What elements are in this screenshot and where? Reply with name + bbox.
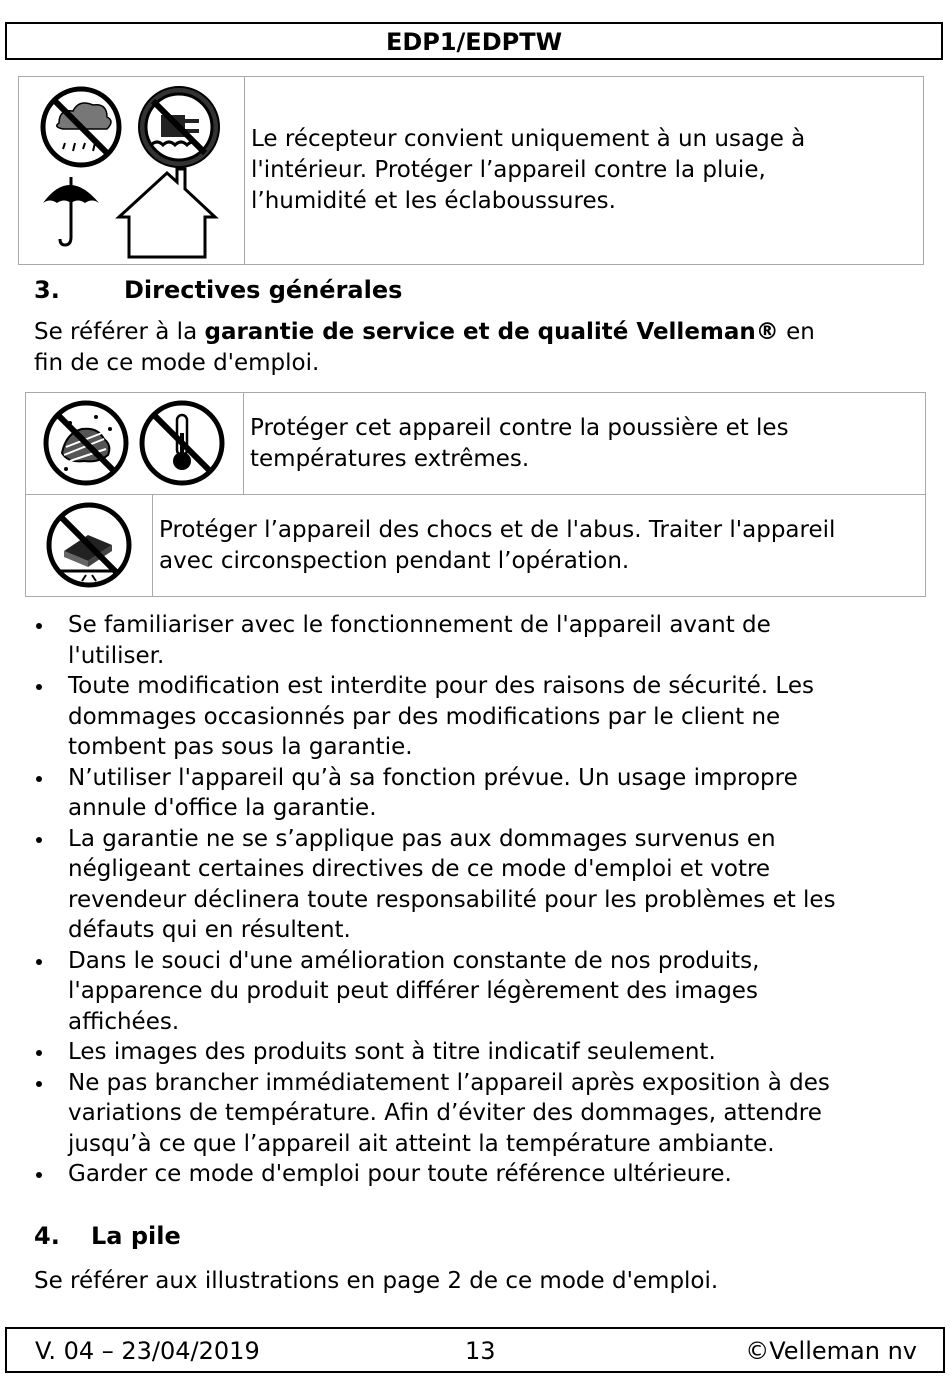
section-number: 4. — [34, 1222, 60, 1250]
icon-cell — [26, 495, 153, 596]
text-line: l'utiliser. — [68, 642, 165, 669]
document-header — [5, 22, 943, 60]
list-item — [34, 824, 924, 946]
table-row-shock — [26, 495, 925, 596]
text-line: affichées. — [68, 1008, 180, 1035]
house-icon — [119, 169, 215, 257]
safety-guidelines-list — [34, 610, 924, 1190]
no-shock-icon — [49, 505, 129, 585]
model-title: EDP1/EDPTW — [385, 28, 563, 56]
text-line: Dans le souci d'une amélioration constante de nos produits, — [68, 947, 760, 974]
indoor-icons — [19, 77, 244, 264]
section-number: 3. — [34, 276, 60, 304]
text-line: négligeant certaines directives de ce mode d'emploi et votre — [68, 856, 771, 882]
section-3-intro — [34, 317, 924, 379]
list-item — [34, 610, 924, 671]
safety-table-general — [25, 392, 926, 597]
dust-temperature-text — [250, 393, 917, 494]
version-date: V. 04 – 23/04/2019 — [35, 1337, 260, 1365]
text-line: avec circonspection pendant l’opération. — [159, 547, 630, 574]
list-item — [34, 1068, 924, 1160]
shock-warning-text — [159, 495, 917, 596]
list-item — [34, 763, 924, 824]
text-line: Toute modification est interdite pour des raisons de sécurité. Les — [68, 673, 814, 699]
row1-icons — [26, 393, 243, 494]
text-line: températures extrêmes. — [250, 445, 530, 472]
text-line: Protéger l’appareil des chocs et de l'abus. Traiter l'appareil — [159, 516, 836, 543]
safety-table-indoor — [18, 76, 924, 265]
text-line: Garder ce mode d'emploi pour toute référence ultérieure. — [68, 1161, 732, 1187]
table-row-dust-temperature — [26, 393, 925, 495]
text-line: jusqu’à ce que l’appareil ait atteint la température ambiante. — [68, 1130, 775, 1157]
section-title: Directives générales — [124, 276, 403, 304]
text-line: l’humidité et les éclaboussures. — [251, 188, 616, 214]
intro-line-2: fin de ce mode d'emploi. — [34, 350, 320, 376]
page-number: 13 — [465, 1337, 496, 1365]
text-line: revendeur déclinera toute responsabilité pour les problèmes et les — [68, 886, 836, 913]
intro-post: en — [778, 319, 815, 345]
document-footer — [5, 1327, 945, 1373]
icon-cell — [19, 77, 245, 264]
row2-icons — [26, 495, 152, 595]
section-4-heading — [34, 1222, 181, 1250]
text-line: La garantie ne se s’applique pas aux dommages survenus en — [68, 825, 776, 852]
text-line: variations de température. Afin d’éviter des dommages, attendre — [68, 1100, 822, 1126]
indoor-warning-text — [251, 77, 915, 264]
text-line: défauts qui en résultent. — [68, 917, 351, 943]
text-line: annule d'office la garantie. — [68, 795, 377, 821]
copyright: ©Velleman nv — [745, 1337, 917, 1365]
no-splash-icon — [139, 87, 219, 167]
text-line: dommages occasionnés par des modifications par le client ne — [68, 703, 781, 730]
list-item — [34, 1037, 924, 1068]
list-item — [34, 671, 924, 763]
icon-cell — [26, 393, 244, 494]
no-rain-icon — [43, 89, 119, 165]
text-line: l'apparence du produit peut différer légèrement des images — [68, 978, 758, 1004]
text-line: Le récepteur convient uniquement à un usage à — [251, 126, 806, 152]
text-line: Les images des produits sont à titre indicatif seulement. — [68, 1039, 716, 1065]
text-line: Se familiariser avec le fonctionnement de l'appareil avant de — [68, 612, 771, 638]
text-line: tombent pas sous la garantie. — [68, 734, 413, 760]
list-item — [34, 946, 924, 1038]
section-title: La pile — [91, 1222, 181, 1250]
section-4-text: Se référer aux illustrations en page 2 de ce mode d'emploi. — [34, 1268, 719, 1294]
no-extreme-temperature-icon — [142, 403, 222, 483]
text-line: Ne pas brancher immédiatement l’appareil après exposition à des — [68, 1069, 830, 1096]
text-line: N’utiliser l'appareil qu’à sa fonction prévue. Un usage impropre — [68, 764, 798, 791]
warranty-reference: garantie de service et de qualité Velleman® — [204, 319, 779, 345]
intro-pre: Se référer à la — [34, 319, 205, 345]
umbrella-icon — [43, 177, 99, 245]
no-dust-icon — [46, 403, 126, 483]
text-line: l'intérieur. Protéger l’appareil contre la pluie, — [251, 157, 766, 183]
intro-line-1 — [34, 317, 924, 348]
list-item — [34, 1159, 924, 1190]
text-line: Protéger cet appareil contre la poussière et les — [250, 414, 789, 441]
section-3-heading — [34, 276, 402, 304]
